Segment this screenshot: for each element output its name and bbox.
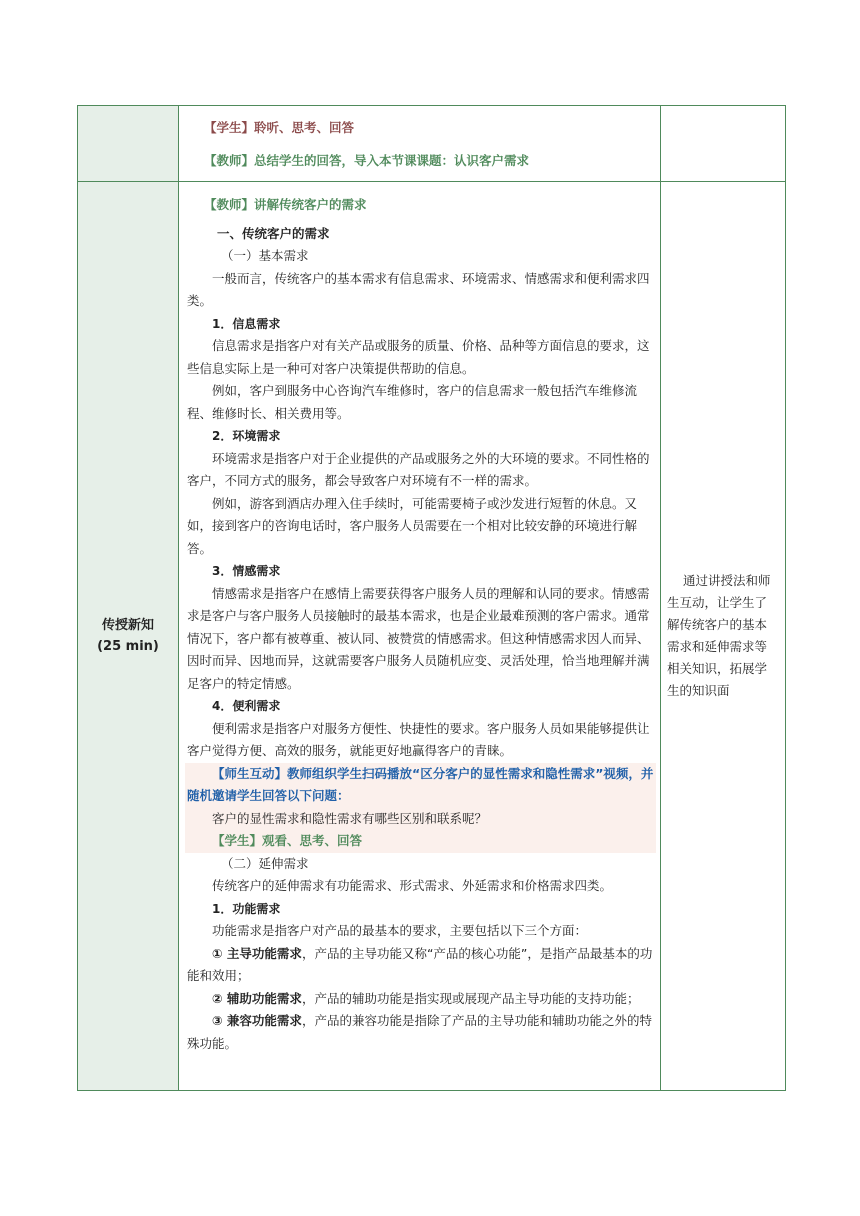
list-item (187, 988, 654, 1011)
paragraph: 情感需求是指客户在感情上需要获得客户服务人员的理解和认同的要求。情感需求是客户与客户服务人员接触时的最基本需求，也是企业最难预测的客户需求。通常情况下，客户都有被尊重、被认同、被赞赏的情感需求。但这种情感需求因人而异、因时而异、因地而异，这就需要客户服务人员随机应变、灵活处理，恰当地理解并满足客户的特定情感。 (187, 585, 650, 691)
interaction-block (185, 763, 656, 853)
paragraph: 例如，游客到酒店办理入住手续时，可能需要椅子或沙发进行短暂的休息。又如，接到客户的咨询电话时，客户服务人员需要在一个相对比较安静的环境进行解答。 (187, 495, 638, 556)
list-item-text: ，产品的主导功能又称“产品的核心功能”，是指产品最基本的功能和效用； (187, 945, 653, 983)
design-intent-text: 通过讲授法和师生互动，让学生了解传统客户的基本需求和延伸需求等相关知识，拓展学生的知识面 (667, 573, 771, 698)
list-item-text: ，产品的兼容功能是指除了产品的主导功能和辅助功能之外的特殊功能。 (187, 1013, 652, 1051)
table-row (78, 106, 786, 182)
paragraph: 便利需求是指客户对服务方便性、快捷性的要求。客户服务人员如果能够提供让客户觉得方便、高效的服务，就能更好地赢得客户的青睐。 (187, 720, 650, 758)
item-heading-convenience: 4．便利需求 (212, 699, 281, 713)
section-label-title: 传授新知 (101, 618, 154, 633)
list-item (187, 943, 654, 988)
paragraph: 例如，客户到服务中心咨询汽车维修时，客户的信息需求一般包括汽车维修流程、维修时长、相关费用等。 (187, 383, 638, 421)
item-heading-function: 1．功能需求 (212, 901, 281, 916)
teacher-summary-line: 【教师】总结学生的回答，导入本节课课题：认识客户需求 (204, 152, 530, 168)
content-cell (179, 182, 661, 1091)
row1-left-cell (78, 106, 179, 182)
section-label-duration: (25 min) (97, 639, 159, 654)
teacher-intro: 【教师】讲解传统客户的需求 (204, 197, 367, 212)
interaction-text: 【师生互动】教师组织学生扫码播放“区分客户的显性需求和隐性需求”视频，并随机邀请学生回答以下问题： (187, 765, 654, 803)
list-item (187, 1010, 654, 1055)
section-label-cell (78, 182, 179, 1091)
paragraph: 环境需求是指客户对于企业提供的产品或服务之外的大环境的要求。不同性格的客户，不同方式的服务，都会导致客户对环境有不一样的需求。 (187, 450, 650, 488)
item-heading-emotion: 3．情感需求 (212, 564, 281, 578)
interaction-question: 客户的显性需求和隐性需求有哪些区别和联系呢？ (212, 810, 488, 826)
item-heading-info: 1．信息需求 (212, 316, 281, 331)
item-heading-environment: 2．环境需求 (212, 429, 281, 443)
design-intent (661, 182, 785, 1090)
list-item-text: ，产品的辅助功能是指实现或展现产品主导功能的支持功能； (301, 990, 640, 1006)
row1-right-cell (661, 106, 786, 182)
paragraph: 一般而言，传统客户的基本需求有信息需求、环境需求、情感需求和便利需求四类。 (187, 270, 650, 308)
student-answer-line: 【学生】聆听、思考、回答 (204, 120, 355, 135)
student-response: 【学生】观看、思考、回答 (212, 833, 363, 848)
lesson-plan-table (77, 105, 786, 1091)
paragraph: 功能需求是指客户对产品的最基本的要求，主要包括以下三个方面： (212, 923, 588, 938)
list-item-title: ① 主导功能需求 (212, 945, 302, 961)
paragraph: 传统客户的延伸需求有功能需求、形式需求、外延需求和价格需求四类。 (212, 878, 613, 893)
subsection-extended: （二）延伸需求 (221, 855, 309, 871)
list-item-title: ② 辅助功能需求 (212, 990, 302, 1006)
design-intent-cell (661, 182, 786, 1091)
section-label (78, 182, 178, 1090)
table-row (78, 182, 786, 1091)
paragraph: 信息需求是指客户对有关产品或服务的质量、价格、品种等方面信息的要求，这些信息实际上是一种可对客户决策提供帮助的信息。 (187, 338, 650, 376)
list-item-title: ③ 兼容功能需求 (212, 1013, 302, 1028)
row1-content-cell (179, 106, 661, 182)
subsection-basic: （一）基本需求 (221, 248, 309, 263)
section-heading: 一、传统客户的需求 (217, 225, 330, 241)
